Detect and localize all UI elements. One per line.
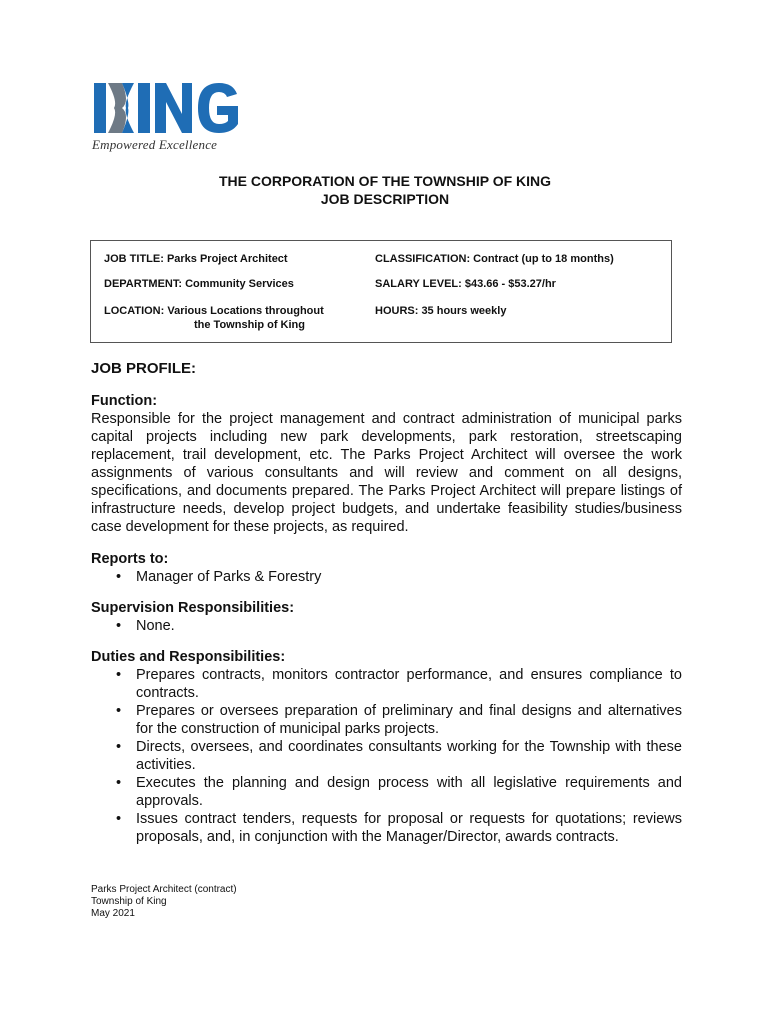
supervision-heading: Supervision Responsibilities: (91, 600, 295, 616)
function-text: Responsible for the project management and contract administration of municipal parks capital projects including new park developments, park restoration, streetscaping replacement, trail development, etc. The Parks Project Architect will oversee the work assignments of various consultants and will review and comment on all designs, specifications, and documents prepared. The Parks Project Architect will prepare listings of infrastructure needs, develop project budgets, and undertake feasibility studies/business case development for these projects, as required. (91, 411, 682, 535)
function-heading: Function: (91, 393, 158, 409)
list-item: • Issues contract tenders, requests for proposal or requests for quotations; reviews proposals, and, in conjunction with the Manager/Director, awards contracts. (116, 811, 682, 845)
bullet-icon: • (116, 667, 122, 683)
job-profile-heading: JOB PROFILE: (91, 360, 197, 377)
job-profile-section (91, 360, 682, 859)
footer-line-3: May 2021 (91, 908, 135, 919)
list-item: • Prepares contracts, monitors contractor performance, and ensures compliance to contracts. (116, 667, 682, 701)
logo-tagline: Empowered Excellence (92, 137, 218, 152)
salary-field: SALARY LEVEL: $43.66 - $53.27/hr (375, 278, 556, 290)
list-item: • Executes the planning and design process with all legislative requirements and approvals. (116, 775, 682, 809)
supervision-list (91, 617, 682, 635)
bullet-icon: • (116, 775, 122, 791)
footer-line-2: Township of King (91, 896, 167, 907)
reports-heading: Reports to: (91, 551, 169, 567)
reports-list (91, 568, 682, 586)
bullet-icon: • (116, 703, 122, 719)
title-line-2: JOB DESCRIPTION (320, 191, 450, 207)
location-line-1: LOCATION: Various Locations throughout (104, 305, 324, 317)
bullet-icon: • (116, 739, 122, 755)
duties-list (91, 666, 682, 846)
king-logo-graphic (92, 80, 242, 140)
location-field (104, 304, 324, 332)
list-item: • None. (116, 618, 175, 634)
page-footer (91, 884, 237, 920)
hours-field: HOURS: 35 hours weekly (375, 305, 507, 317)
classification-field: CLASSIFICATION: Contract (up to 18 months) (375, 253, 614, 265)
location-line-2: the Township of King (194, 319, 305, 331)
job-info-box (90, 240, 672, 343)
list-item: • Directs, oversees, and coordinates consultants working for the Township with these activities. (116, 739, 682, 773)
footer-line-1: Parks Project Architect (contract) (91, 884, 237, 895)
bullet-icon: • (116, 618, 122, 634)
document-title (0, 172, 770, 208)
list-item: • Prepares or oversees preparation of preliminary and final designs and alternatives for the construction of municipal parks projects. (116, 703, 682, 737)
bullet-icon: • (116, 811, 122, 827)
bullet-icon: • (116, 569, 122, 585)
department-field: DEPARTMENT: Community Services (104, 278, 294, 290)
job-title-field: JOB TITLE: Parks Project Architect (104, 253, 288, 265)
duties-heading: Duties and Responsibilities: (91, 649, 286, 665)
list-item: • Manager of Parks & Forestry (116, 569, 322, 585)
title-line-1: THE CORPORATION OF THE TOWNSHIP OF KING (218, 173, 552, 189)
